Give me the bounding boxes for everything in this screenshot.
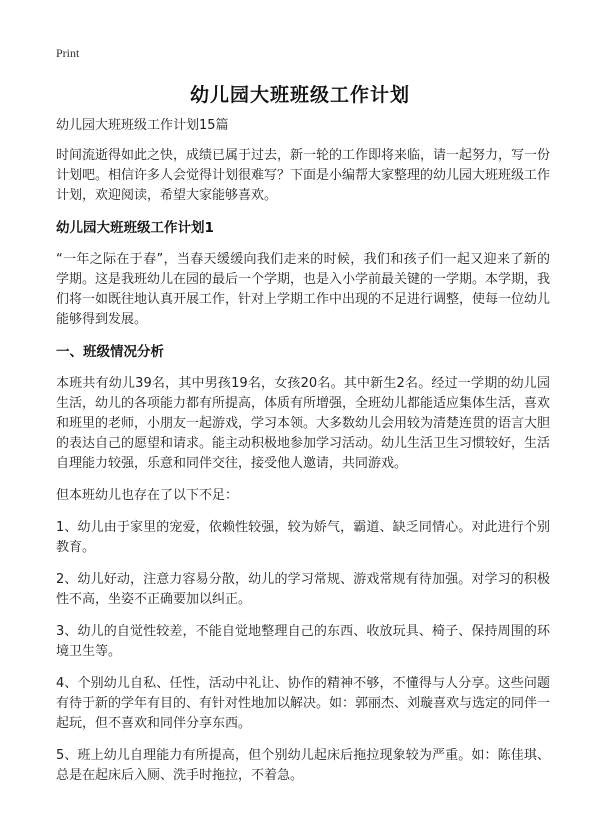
plan1-intro-paragraph: “一年之际在于春”，当春天缓缓向我们走来的时候，我们和孩子们一起又迎来了新的学期。这是我班幼儿在园的最后一个学期，也是入小学前最关键的一学期。本学期，我们将一如既往地认真开展工作，针对上学期工作中出现的不足进行调整，使每一位幼儿能够得到发展。 xyxy=(56,252,551,327)
shortcomings-intro: 但本班幼儿也存在了以下不足： xyxy=(56,488,239,503)
page-title: 幼儿园大班班级工作计划 xyxy=(189,84,410,106)
section1-heading: 一、班级情况分析 xyxy=(56,344,164,360)
shortcoming-item-3: 3、幼儿的自觉性较差，不能自觉地整理自己的东西、收放玩具、椅子、保持周围的环境卫生等。 xyxy=(56,624,550,659)
plan1-heading: 幼儿园大班班级工作计划1 xyxy=(56,220,214,236)
shortcoming-item-4: 4、个别幼儿自私、任性，活动中礼让、协作的精神不够，不懂得与人分享。这些问题有待于新的学年有目的、有针对性地加以解决。如：郭丽杰、刘璇喜欢与选定的同伴一起玩，但不喜欢和同伴分享东西。 xyxy=(56,676,551,731)
print-link[interactable]: Print xyxy=(56,46,80,60)
shortcoming-item-5: 5、班上幼儿自理能力有所提高，但个别幼儿起床后拖拉现象较为严重。如：陈佳琪、总是在起床后入厕、洗手时拖拉，不着急。 xyxy=(56,748,550,783)
section1-paragraph: 本班共有幼儿39名，其中男孩19名，女孩20名。其中新生2名。经过一学期的幼儿园生活，幼儿的各项能力都有所提高，体质有所增强，全班幼儿都能适应集体生活，喜欢和班里的老师，小朋友一起游戏，学习本领。大多数幼儿会用较为清楚连贯的语言大胆的表达自己的愿望和请求。能主动积极地参加学习活动。幼儿生活卫生习惯较好，生活自理能力较强，乐意和同伴交往，接受他人邀请，共同游戏。 xyxy=(56,376,551,471)
article-body xyxy=(56,116,550,798)
article-subtitle: 幼儿园大班班级工作计划15篇 xyxy=(56,118,229,133)
shortcoming-item-1: 1、幼儿由于家里的宠爱，依赖性较强，较为娇气，霸道、缺乏同情心。对此进行个别教育。 xyxy=(56,520,550,555)
shortcoming-item-2: 2、幼儿好动，注意力容易分散，幼儿的学习常规、游戏常规有待加强。对学习的积极性不高，坐姿不正确要加以纠正。 xyxy=(56,572,550,607)
intro-paragraph: 时间流逝得如此之快，成绩已属于过去，新一轮的工作即将来临，请一起努力，写一份计划吧。相信许多人会觉得计划很难写？下面是小编帮大家整理的幼儿园大班班级工作计划，欢迎阅读，希望大家能够喜欢。 xyxy=(56,148,551,203)
